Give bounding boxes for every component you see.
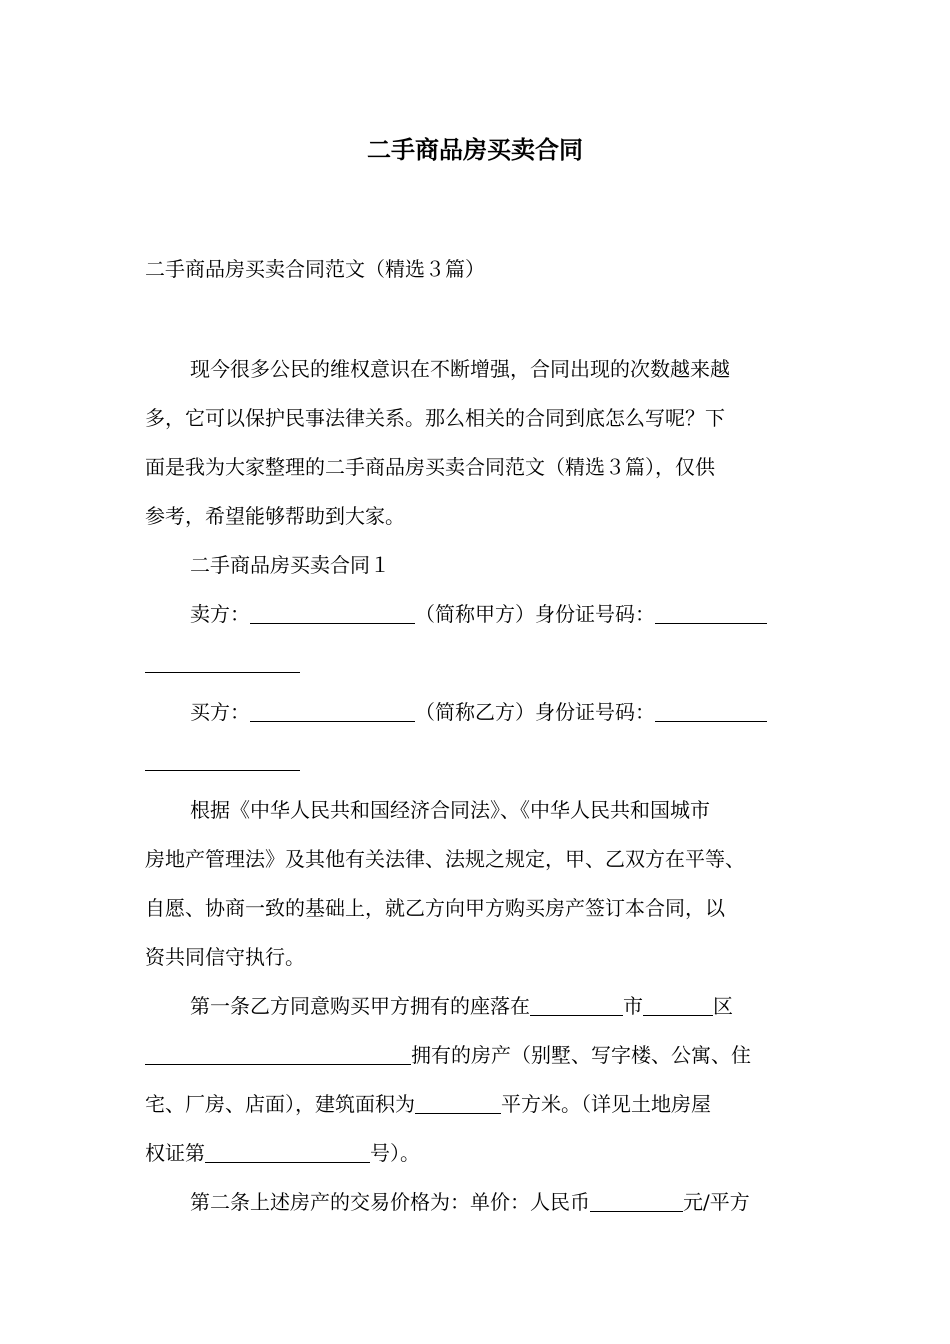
article-1-line-3: [145, 1080, 810, 1129]
cert-suffix: 号）。: [370, 1141, 420, 1165]
sqm-label: 平方米。（详见土地房屋: [501, 1092, 711, 1116]
document-body: [145, 345, 810, 1227]
address-blank: [145, 1043, 411, 1065]
intro-line-4: 参考，希望能够帮助到大家。: [145, 504, 405, 528]
article-1-line-2: [145, 1031, 810, 1080]
article-1: [145, 982, 810, 1178]
area-blank: [415, 1092, 501, 1114]
article-2-text: 第二条上述房产的交易价格为：单价：人民币: [190, 1190, 590, 1214]
article-1-part-a: 第一条乙方同意购买甲方拥有的座落在: [190, 994, 530, 1018]
unit-label: 元/平方: [683, 1190, 750, 1214]
buyer-line-2: [145, 737, 810, 786]
buyer-id-blank: [655, 700, 767, 722]
buyer-abbr: （简称乙方）身份证号码：: [415, 700, 655, 724]
seller-line: [145, 590, 810, 639]
seller-label: 卖方：: [190, 602, 250, 626]
buyer-label: 买方：: [190, 700, 250, 724]
basis-line-2: 房地产管理法》及其他有关法律、法规之规定，甲、乙双方在平等、: [145, 847, 745, 871]
basis-line-3: 自愿、协商一致的基础上，就乙方向甲方购买房产签订本合同，以: [145, 896, 725, 920]
seller-id-blank-cont: [145, 651, 300, 673]
city-blank: [530, 994, 623, 1016]
seller-line-2: [145, 639, 810, 688]
article-1-part-b: 拥有的房产（别墅、写字楼、公寓、住: [411, 1043, 751, 1067]
cert-number-blank: [205, 1141, 370, 1163]
document-subtitle: 二手商品房买卖合同范文（精选３篇）: [145, 257, 485, 281]
basis-line-4: 资共同信守执行。: [145, 945, 305, 969]
unit-price-blank: [590, 1190, 683, 1212]
city-label: 市: [623, 994, 643, 1018]
buyer-name-blank: [250, 700, 415, 722]
district-label: 区: [713, 994, 733, 1018]
intro-line-2: 多，它可以保护民事法律关系。那么相关的合同到底怎么写呢？下: [145, 406, 725, 430]
basis-paragraph: [145, 786, 810, 982]
intro-line-3: 面是我为大家整理的二手商品房买卖合同范文（精选３篇），仅供: [145, 455, 715, 479]
document-title: 二手商品房买卖合同: [367, 136, 583, 164]
article-1-line-3-text: 宅、厂房、店面），建筑面积为: [145, 1092, 415, 1116]
article-2-line-1: [145, 1178, 810, 1227]
buyer-id-blank-cont: [145, 749, 300, 771]
section-heading: 二手商品房买卖合同１: [190, 553, 390, 577]
buyer-paragraph: [145, 688, 810, 786]
seller-paragraph: [145, 590, 810, 688]
buyer-line: [145, 688, 810, 737]
article-2: [145, 1178, 810, 1227]
district-blank: [643, 994, 713, 1016]
cert-prefix: 权证第: [145, 1141, 205, 1165]
seller-id-blank: [655, 602, 767, 624]
article-1-line-4: [145, 1129, 810, 1178]
seller-abbr: （简称甲方）身份证号码：: [415, 602, 655, 626]
article-1-line-1: [145, 982, 810, 1031]
intro-paragraph: [145, 345, 810, 541]
seller-name-blank: [250, 602, 415, 624]
intro-line-1: 现今很多公民的维权意识在不断增强，合同出现的次数越来越: [190, 357, 730, 381]
basis-line-1: 根据《中华人民共和国经济合同法》、《中华人民共和国城市: [190, 798, 710, 822]
